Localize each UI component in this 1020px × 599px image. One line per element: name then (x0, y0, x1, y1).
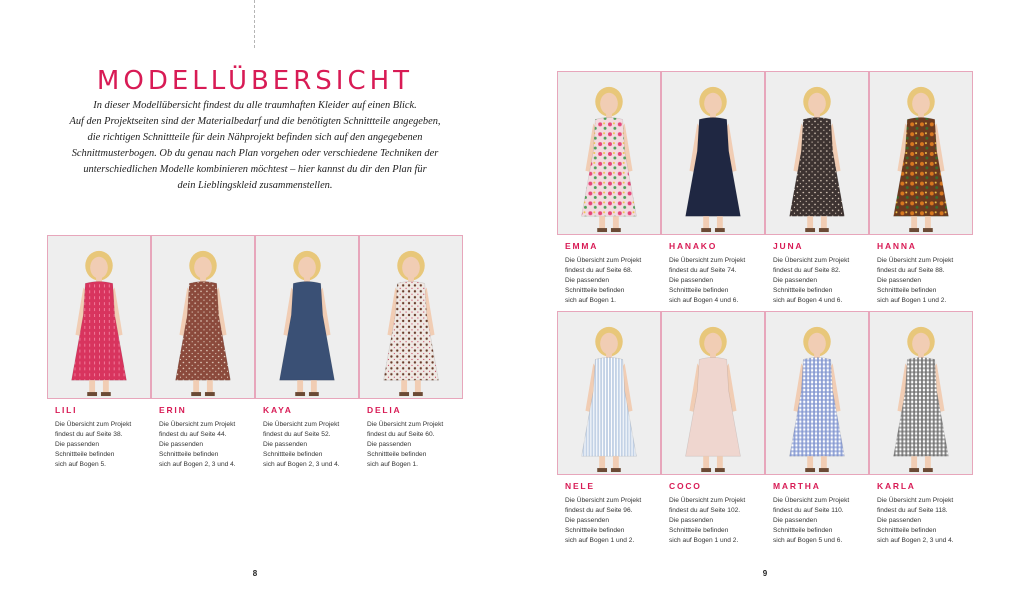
description-line: Die passenden (773, 277, 817, 284)
description-line: Die passenden (565, 517, 609, 524)
description-line: findest du auf Seite 52. (263, 431, 331, 438)
model-name: LILI (55, 405, 78, 415)
model-description (263, 420, 363, 470)
model-photo (661, 71, 765, 235)
description-line: findest du auf Seite 68. (565, 267, 633, 274)
fold-marker (254, 0, 255, 48)
intro-line: die richtigen Schnittteile für dein Nähprojekt befinden sich auf den angegebenen (87, 131, 423, 143)
model-name: NELE (565, 481, 595, 491)
description-line: Die passenden (367, 441, 411, 448)
dress-illustration (48, 236, 150, 398)
description-line: findest du auf Seite 38. (55, 431, 123, 438)
description-line: findest du auf Seite 110. (773, 507, 844, 514)
intro-text (30, 98, 480, 193)
description-line: sich auf Bogen 1. (565, 297, 616, 304)
model-name: COCO (669, 481, 702, 491)
description-line: sich auf Bogen 1. (367, 461, 418, 468)
description-line: Schnittteile befinden (773, 287, 833, 294)
description-line: Die Übersicht zum Projekt (263, 421, 340, 428)
description-line: findest du auf Seite 118. (877, 507, 948, 514)
description-line: sich auf Bogen 5. (55, 461, 106, 468)
description-line: Schnittteile befinden (565, 527, 625, 534)
model-description (773, 496, 873, 546)
description-line: Die passenden (877, 517, 921, 524)
description-line: Schnittteile befinden (367, 451, 427, 458)
model-name: HANAKO (669, 241, 718, 251)
model-photo (765, 71, 869, 235)
description-line: findest du auf Seite 74. (669, 267, 737, 274)
intro-line: Auf den Projektseiten sind der Materialbedarf und die benötigten Schnittteile angegeben, (69, 115, 441, 127)
description-line: Die passenden (669, 277, 713, 284)
description-line: Die Übersicht zum Projekt (773, 257, 850, 264)
page-title: MODELLÜBERSICHT (96, 66, 414, 96)
model-name: JUNA (773, 241, 804, 251)
dress-illustration (558, 312, 660, 474)
description-line: Die Übersicht zum Projekt (159, 421, 236, 428)
description-line: sich auf Bogen 1 und 2. (877, 297, 947, 304)
description-line: sich auf Bogen 4 und 6. (669, 297, 739, 304)
dress-illustration (870, 72, 972, 234)
model-description (877, 496, 977, 546)
description-line: Schnittteile befinden (159, 451, 219, 458)
description-line: Schnittteile befinden (669, 287, 729, 294)
model-photo (765, 311, 869, 475)
description-line: Schnittteile befinden (773, 527, 833, 534)
dress-illustration (360, 236, 462, 398)
description-line: Die Übersicht zum Projekt (669, 257, 746, 264)
description-line: Schnittteile befinden (669, 527, 729, 534)
description-line: sich auf Bogen 4 und 6. (773, 297, 843, 304)
description-line: sich auf Bogen 2, 3 und 4. (877, 537, 954, 544)
model-photo (869, 311, 973, 475)
description-line: Schnittteile befinden (263, 451, 323, 458)
model-name: EMMA (565, 241, 599, 251)
description-line: Die passenden (565, 277, 609, 284)
model-name: KARLA (877, 481, 916, 491)
description-line: Die Übersicht zum Projekt (773, 497, 850, 504)
dress-illustration (766, 312, 868, 474)
dress-illustration (662, 312, 764, 474)
description-line: Die Übersicht zum Projekt (877, 257, 954, 264)
description-line: findest du auf Seite 44. (159, 431, 227, 438)
description-line: Die Übersicht zum Projekt (565, 497, 642, 504)
model-photo (255, 235, 359, 399)
description-line: sich auf Bogen 2, 3 und 4. (159, 461, 236, 468)
model-description (367, 420, 467, 470)
model-photo (557, 311, 661, 475)
description-line: Die Übersicht zum Projekt (669, 497, 746, 504)
dress-illustration (766, 72, 868, 234)
description-line: findest du auf Seite 88. (877, 267, 945, 274)
description-line: Die Übersicht zum Projekt (877, 497, 954, 504)
model-description (773, 256, 873, 306)
description-line: Die passenden (263, 441, 307, 448)
description-line: Schnittteile befinden (55, 451, 115, 458)
description-line: sich auf Bogen 2, 3 und 4. (263, 461, 340, 468)
description-line: findest du auf Seite 96. (565, 507, 633, 514)
model-name: MARTHA (773, 481, 821, 491)
model-photo (151, 235, 255, 399)
dress-illustration (152, 236, 254, 398)
dress-illustration (870, 312, 972, 474)
description-line: Die Übersicht zum Projekt (367, 421, 444, 428)
model-name: ERIN (159, 405, 187, 415)
description-line: sich auf Bogen 1 und 2. (669, 537, 739, 544)
intro-line: dein Lieblingskleid zusammenstellen. (177, 179, 333, 191)
model-description (669, 496, 769, 546)
dress-illustration (256, 236, 358, 398)
model-photo (661, 311, 765, 475)
description-line: findest du auf Seite 82. (773, 267, 841, 274)
intro-line: Schnittmusterbogen. Ob du genau nach Plan vorgehen oder verschiedene Techniken der (71, 147, 439, 159)
model-description (565, 256, 665, 306)
description-line: Schnittteile befinden (877, 287, 937, 294)
model-name: KAYA (263, 405, 293, 415)
page-number-left: 8 (252, 569, 258, 578)
model-description (55, 420, 155, 470)
description-line: Die passenden (773, 517, 817, 524)
description-line: findest du auf Seite 102. (669, 507, 741, 514)
model-photo (47, 235, 151, 399)
description-line: Die passenden (159, 441, 203, 448)
page-number-right: 9 (762, 569, 768, 578)
description-line: Die Übersicht zum Projekt (55, 421, 132, 428)
description-line: Die passenden (55, 441, 99, 448)
description-line: Die Übersicht zum Projekt (565, 257, 642, 264)
model-photo (359, 235, 463, 399)
description-line: Schnittteile befinden (877, 527, 937, 534)
model-description (669, 256, 769, 306)
model-name: DELIA (367, 405, 402, 415)
intro-line: In dieser Modellübersicht findest du alle traumhaften Kleider auf einen Blick. (93, 100, 417, 111)
dress-illustration (558, 72, 660, 234)
description-line: sich auf Bogen 5 und 6. (773, 537, 843, 544)
description-line: Die passenden (669, 517, 713, 524)
model-description (159, 420, 259, 470)
intro-line: unterschiedlichen Modelle kombinieren möchtest – hier kannst du dir den Plan für (83, 163, 427, 175)
model-photo (869, 71, 973, 235)
model-description (565, 496, 665, 546)
description-line: findest du auf Seite 60. (367, 431, 435, 438)
model-photo (557, 71, 661, 235)
description-line: sich auf Bogen 1 und 2. (565, 537, 635, 544)
model-name: HANNA (877, 241, 917, 251)
description-line: Schnittteile befinden (565, 287, 625, 294)
description-line: Die passenden (877, 277, 921, 284)
dress-illustration (662, 72, 764, 234)
model-description (877, 256, 977, 306)
